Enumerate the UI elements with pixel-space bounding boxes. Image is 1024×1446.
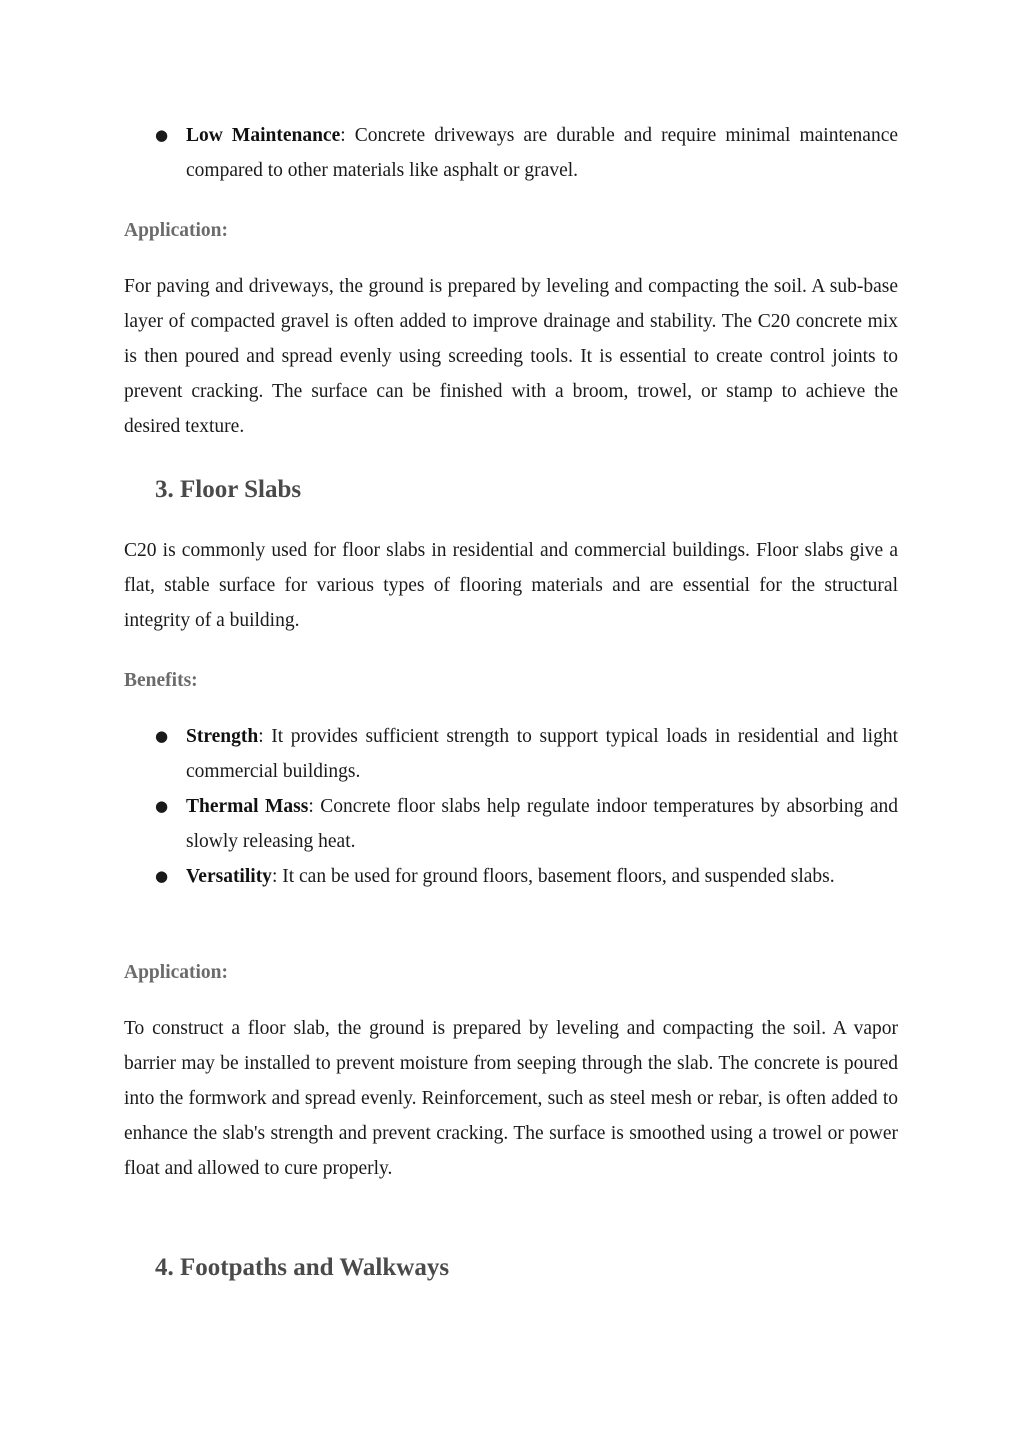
intro-bullet-list [124, 118, 898, 188]
list-item [124, 118, 898, 188]
bullet-icon: ● [155, 126, 169, 144]
bullet-text: : It provides sufficient strength to support typical loads in residential and light commercial buildings. [186, 726, 898, 782]
section-number: 3. [155, 476, 174, 503]
paving-application-heading: Application: [124, 220, 229, 241]
list-item [124, 859, 898, 894]
bullet-icon: ● [155, 867, 169, 885]
section-number: 4. [155, 1254, 174, 1281]
list-item [124, 789, 898, 859]
list-item [124, 719, 898, 789]
section-title: Floor Slabs [180, 476, 302, 503]
floor-application-heading: Application: [124, 962, 229, 983]
section-3-heading [124, 472, 898, 507]
section-3-intro: C20 is commonly used for floor slabs in residential and commercial buildings. Floor slabs give a flat, stable surface for various types of flooring materials and are essential for the structural integrity of a building. [124, 540, 898, 631]
section-title: Footpaths and Walkways [180, 1254, 450, 1281]
benefits-heading: Benefits: [124, 670, 198, 691]
benefits-list [124, 719, 898, 894]
bullet-text: : Concrete driveways are durable and require minimal maintenance compared to other materials like asphalt or gravel. [186, 125, 898, 181]
section-4-heading [124, 1250, 898, 1285]
bullet-term: Thermal Mass [186, 796, 309, 817]
paving-application-body: For paving and driveways, the ground is prepared by leveling and compacting the soil. A sub-base layer of compacted gravel is often added to improve drainage and stability. The C20 concrete mix is then poured and spread evenly using screeding tools. It is essential to create control joints to prevent cracking. The surface can be finished with a broom, trowel, or stamp to achieve the desired texture. [124, 276, 898, 437]
bullet-term: Versatility [186, 866, 272, 887]
bullet-text: : It can be used for ground floors, basement floors, and suspended slabs. [271, 866, 835, 887]
floor-application-body: To construct a floor slab, the ground is prepared by leveling and compacting the soil. A vapor barrier may be installed to prevent moisture from seeping through the slab. The concrete is poured into the formwork and spread evenly. Reinforcement, such as steel mesh or rebar, is often added to enhance the slab's strength and prevent cracking. The surface is smoothed using a trowel or power float and allowed to cure properly. [124, 1018, 898, 1179]
bullet-icon: ● [155, 727, 169, 745]
bullet-text: : Concrete floor slabs help regulate indoor temperatures by absorbing and slowly releasing heat. [186, 796, 899, 852]
bullet-icon: ● [155, 797, 169, 815]
bullet-term: Low Maintenance [186, 125, 341, 146]
bullet-term: Strength [186, 726, 259, 747]
